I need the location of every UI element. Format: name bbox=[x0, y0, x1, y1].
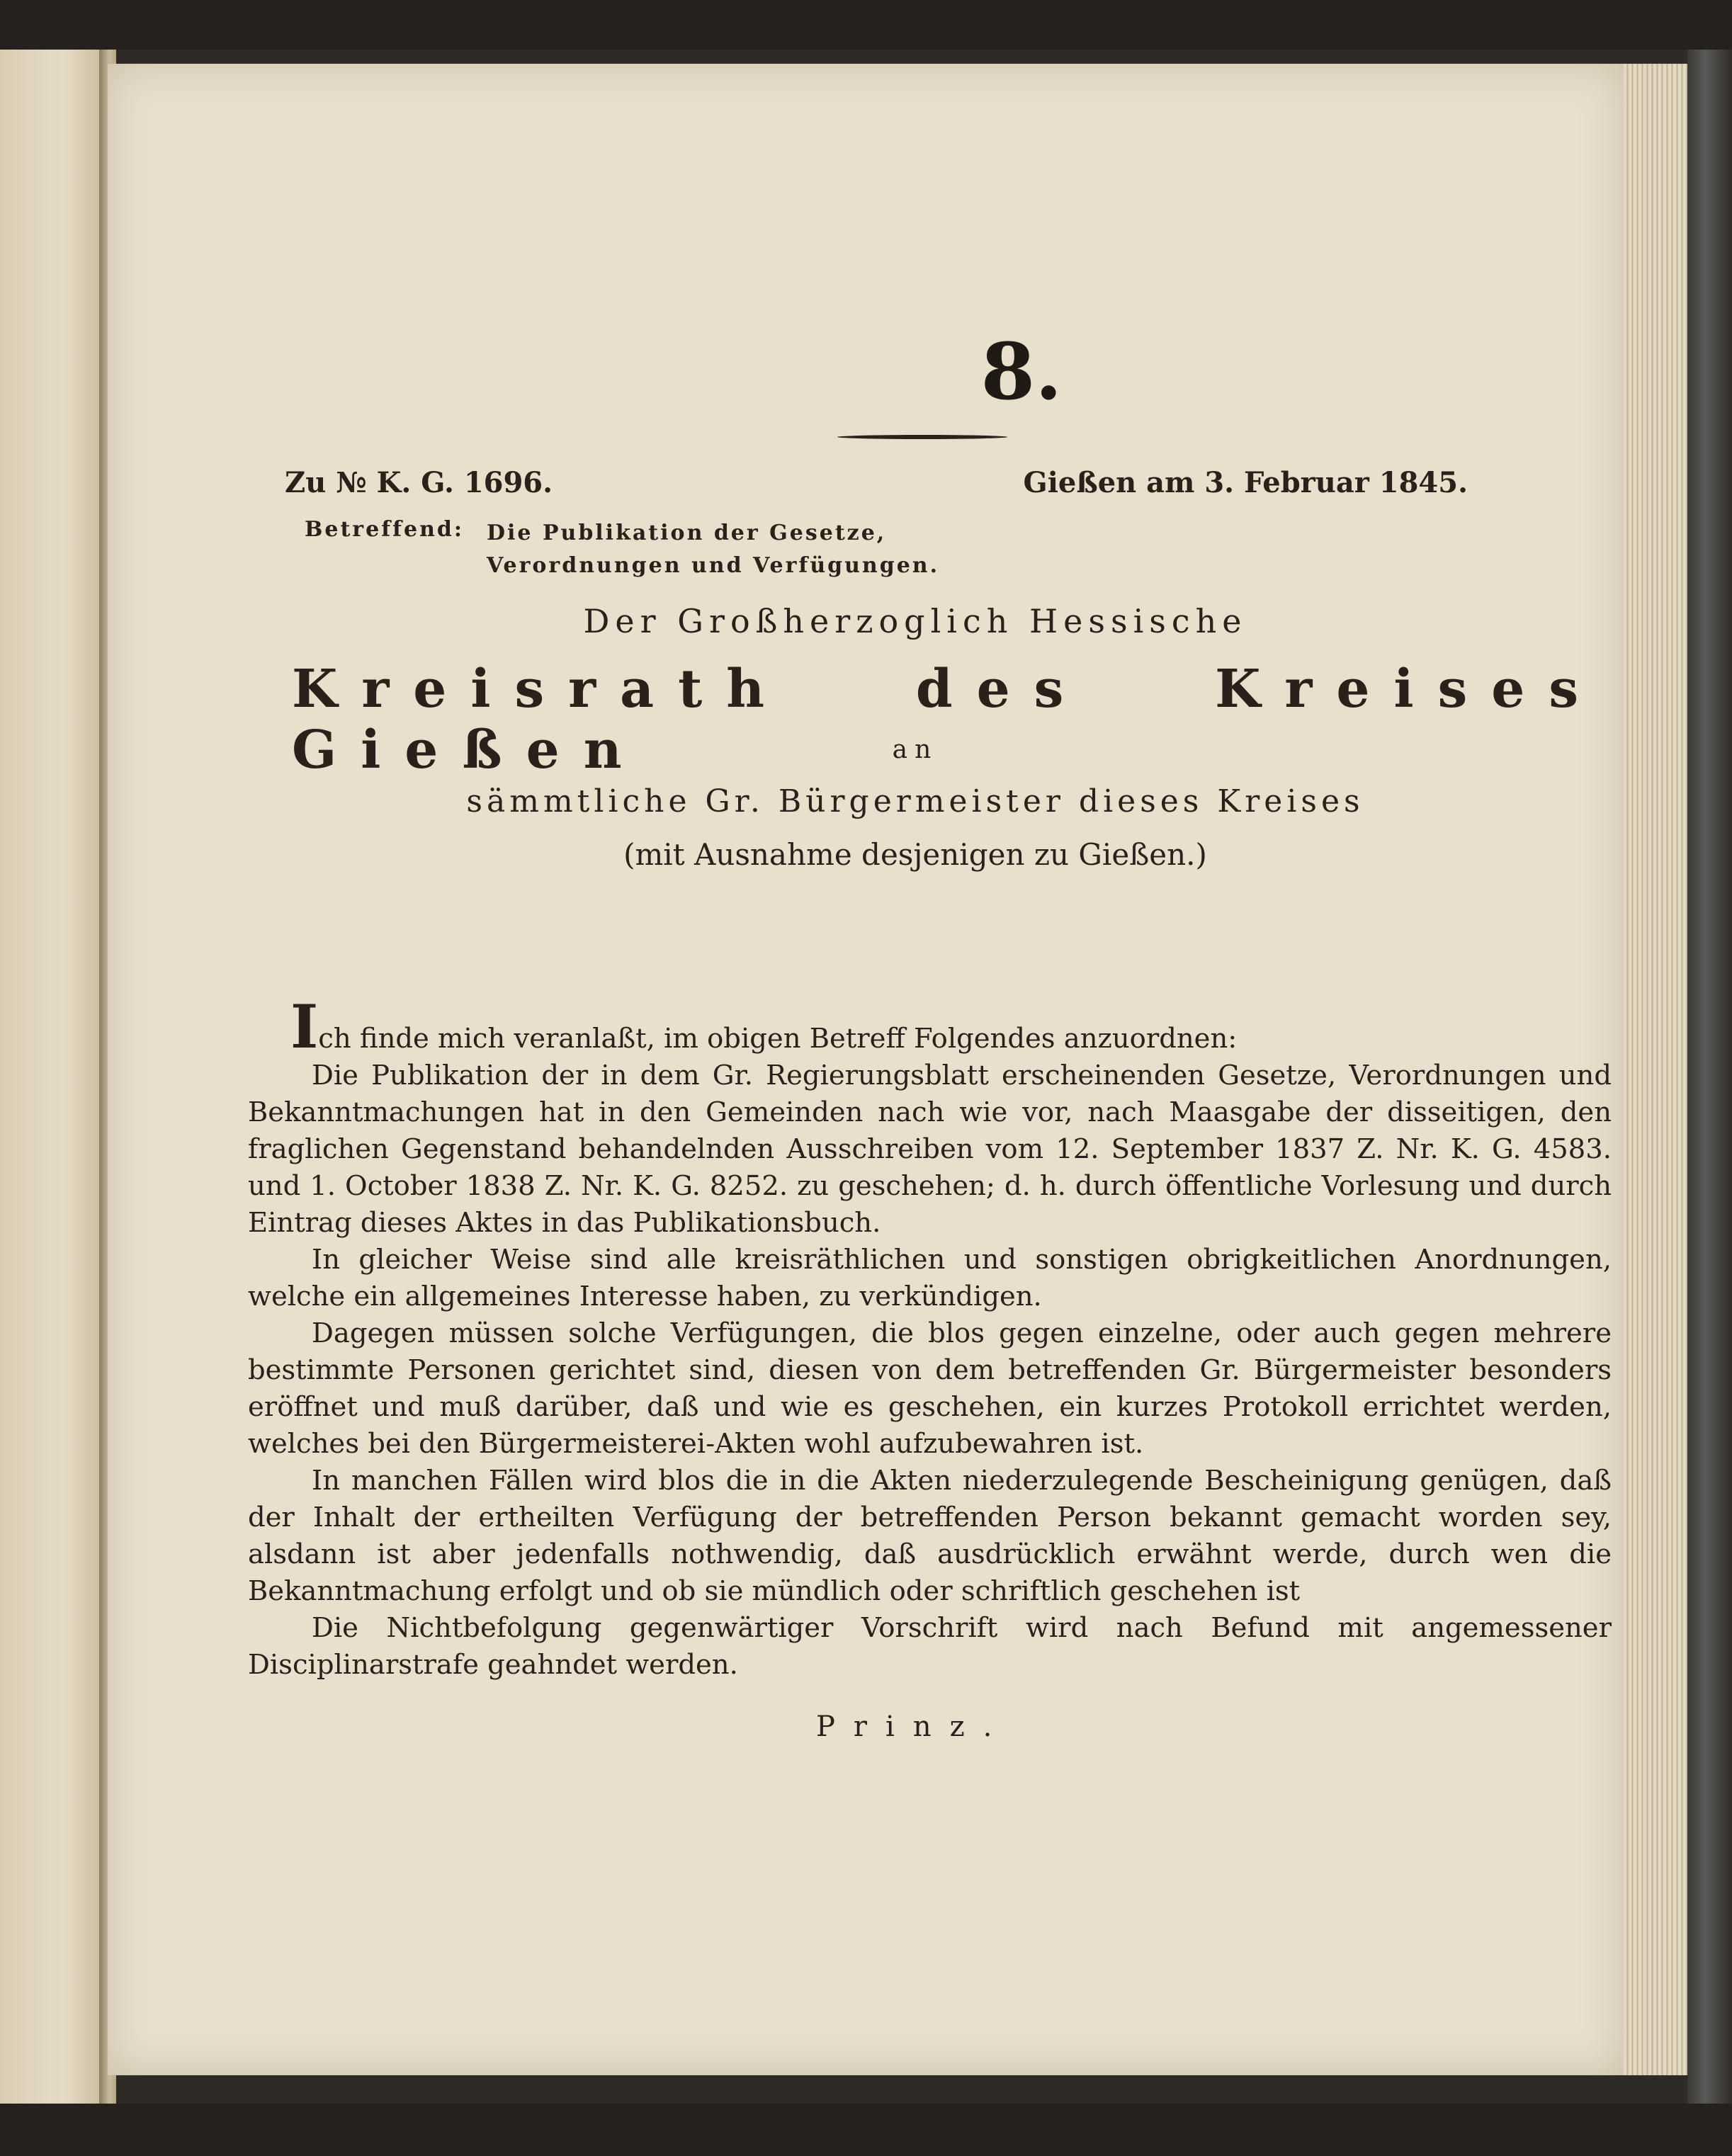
page-edges bbox=[1624, 64, 1687, 2075]
number-underline bbox=[837, 435, 1007, 439]
subject-label: Betreffend: bbox=[305, 517, 464, 542]
paragraph: Die Publikation der in dem Gr. Regierungsblatt erscheinenden Gesetze, Verordnungen und Bekanntmachungen hat in den Gemeinden nach wie vor, nach Maasgabe der disseitigen, den fraglichen Gegenstand behandelnden Ausschreiben vom 12. September 1837 Z. Nr. K. G. 4583. und 1. October 1838 Z. Nr. K. G. 8252. zu geschehen; d. h. durch öffentliche Vorlesung und durch Eintrag dieses Aktes in das Publikationsbuch. bbox=[248, 1060, 1612, 1239]
paragraph: Die Nichtbefolgung gegenwärtiger Vorschrift wird nach Befund mit angemessener Disciplinarstrafe geahndet werden. bbox=[248, 1612, 1612, 1681]
issuing-authority-line1: Der Großherzoglich Hessische bbox=[583, 602, 1247, 640]
book-cover-edge bbox=[1687, 50, 1732, 2104]
reference-number: Zu № K. G. 1696. bbox=[285, 466, 553, 499]
paragraph: Dagegen müssen solche Verfügungen, die blos gegen einzelne, oder auch gegen mehrere bestimmte Personen gerichtet sind, diesen von dem betreffenden Gr. Bürgermeister besonders eröffnet und muß darüber, daß und wie es geschehen, ein kurzes Protokoll errichtet werden, welches bei den Bürgermeisterei-Akten wohl aufzubewahren ist. bbox=[248, 1317, 1612, 1460]
recipients: sämmtliche Gr. Bürgermeister dieses Kreises bbox=[466, 783, 1364, 819]
addressee-connector: an bbox=[892, 735, 939, 764]
left-page-edge bbox=[0, 50, 106, 2104]
issuing-authority-line2: Kreisrath des Kreises Gießen bbox=[292, 659, 1602, 781]
book-spread bbox=[0, 50, 1732, 2104]
page-content bbox=[108, 64, 1624, 2075]
recipients-note: (mit Ausnahme desjenigen zu Gießen.) bbox=[623, 837, 1207, 872]
document-number: 8. bbox=[980, 326, 1063, 417]
signature: Prinz. bbox=[816, 1710, 1011, 1743]
paragraph: In gleicher Weise sind alle kreisräthlichen und sonstigen obrigkeitlichen Anordnungen, welche ein allgemeines Interesse haben, zu verkündigen. bbox=[248, 1244, 1612, 1312]
paragraph: Ich finde mich veranlaßt, im obigen Betreff Folgendes anzuordnen: bbox=[290, 992, 1238, 1062]
body-text bbox=[248, 992, 1612, 1684]
paragraph: In manchen Fällen wird blos die in die Akten niederzulegende Bescheinigung genügen, daß der Inhalt der ertheilten Verfügung der betreffenden Person bekannt gemacht worden sey, alsdann ist aber jedenfalls nothwendig, daß ausdrücklich erwähnt werde, durch wen die Bekanntmachung erfolgt und ob sie mündlich oder schriftlich geschehen ist bbox=[248, 1465, 1612, 1607]
place-date: Gießen am 3. Februar 1845. bbox=[1023, 466, 1468, 499]
subject-text: Die Publikation der Gesetze, Verordnungen und Verfügungen. bbox=[487, 521, 940, 578]
